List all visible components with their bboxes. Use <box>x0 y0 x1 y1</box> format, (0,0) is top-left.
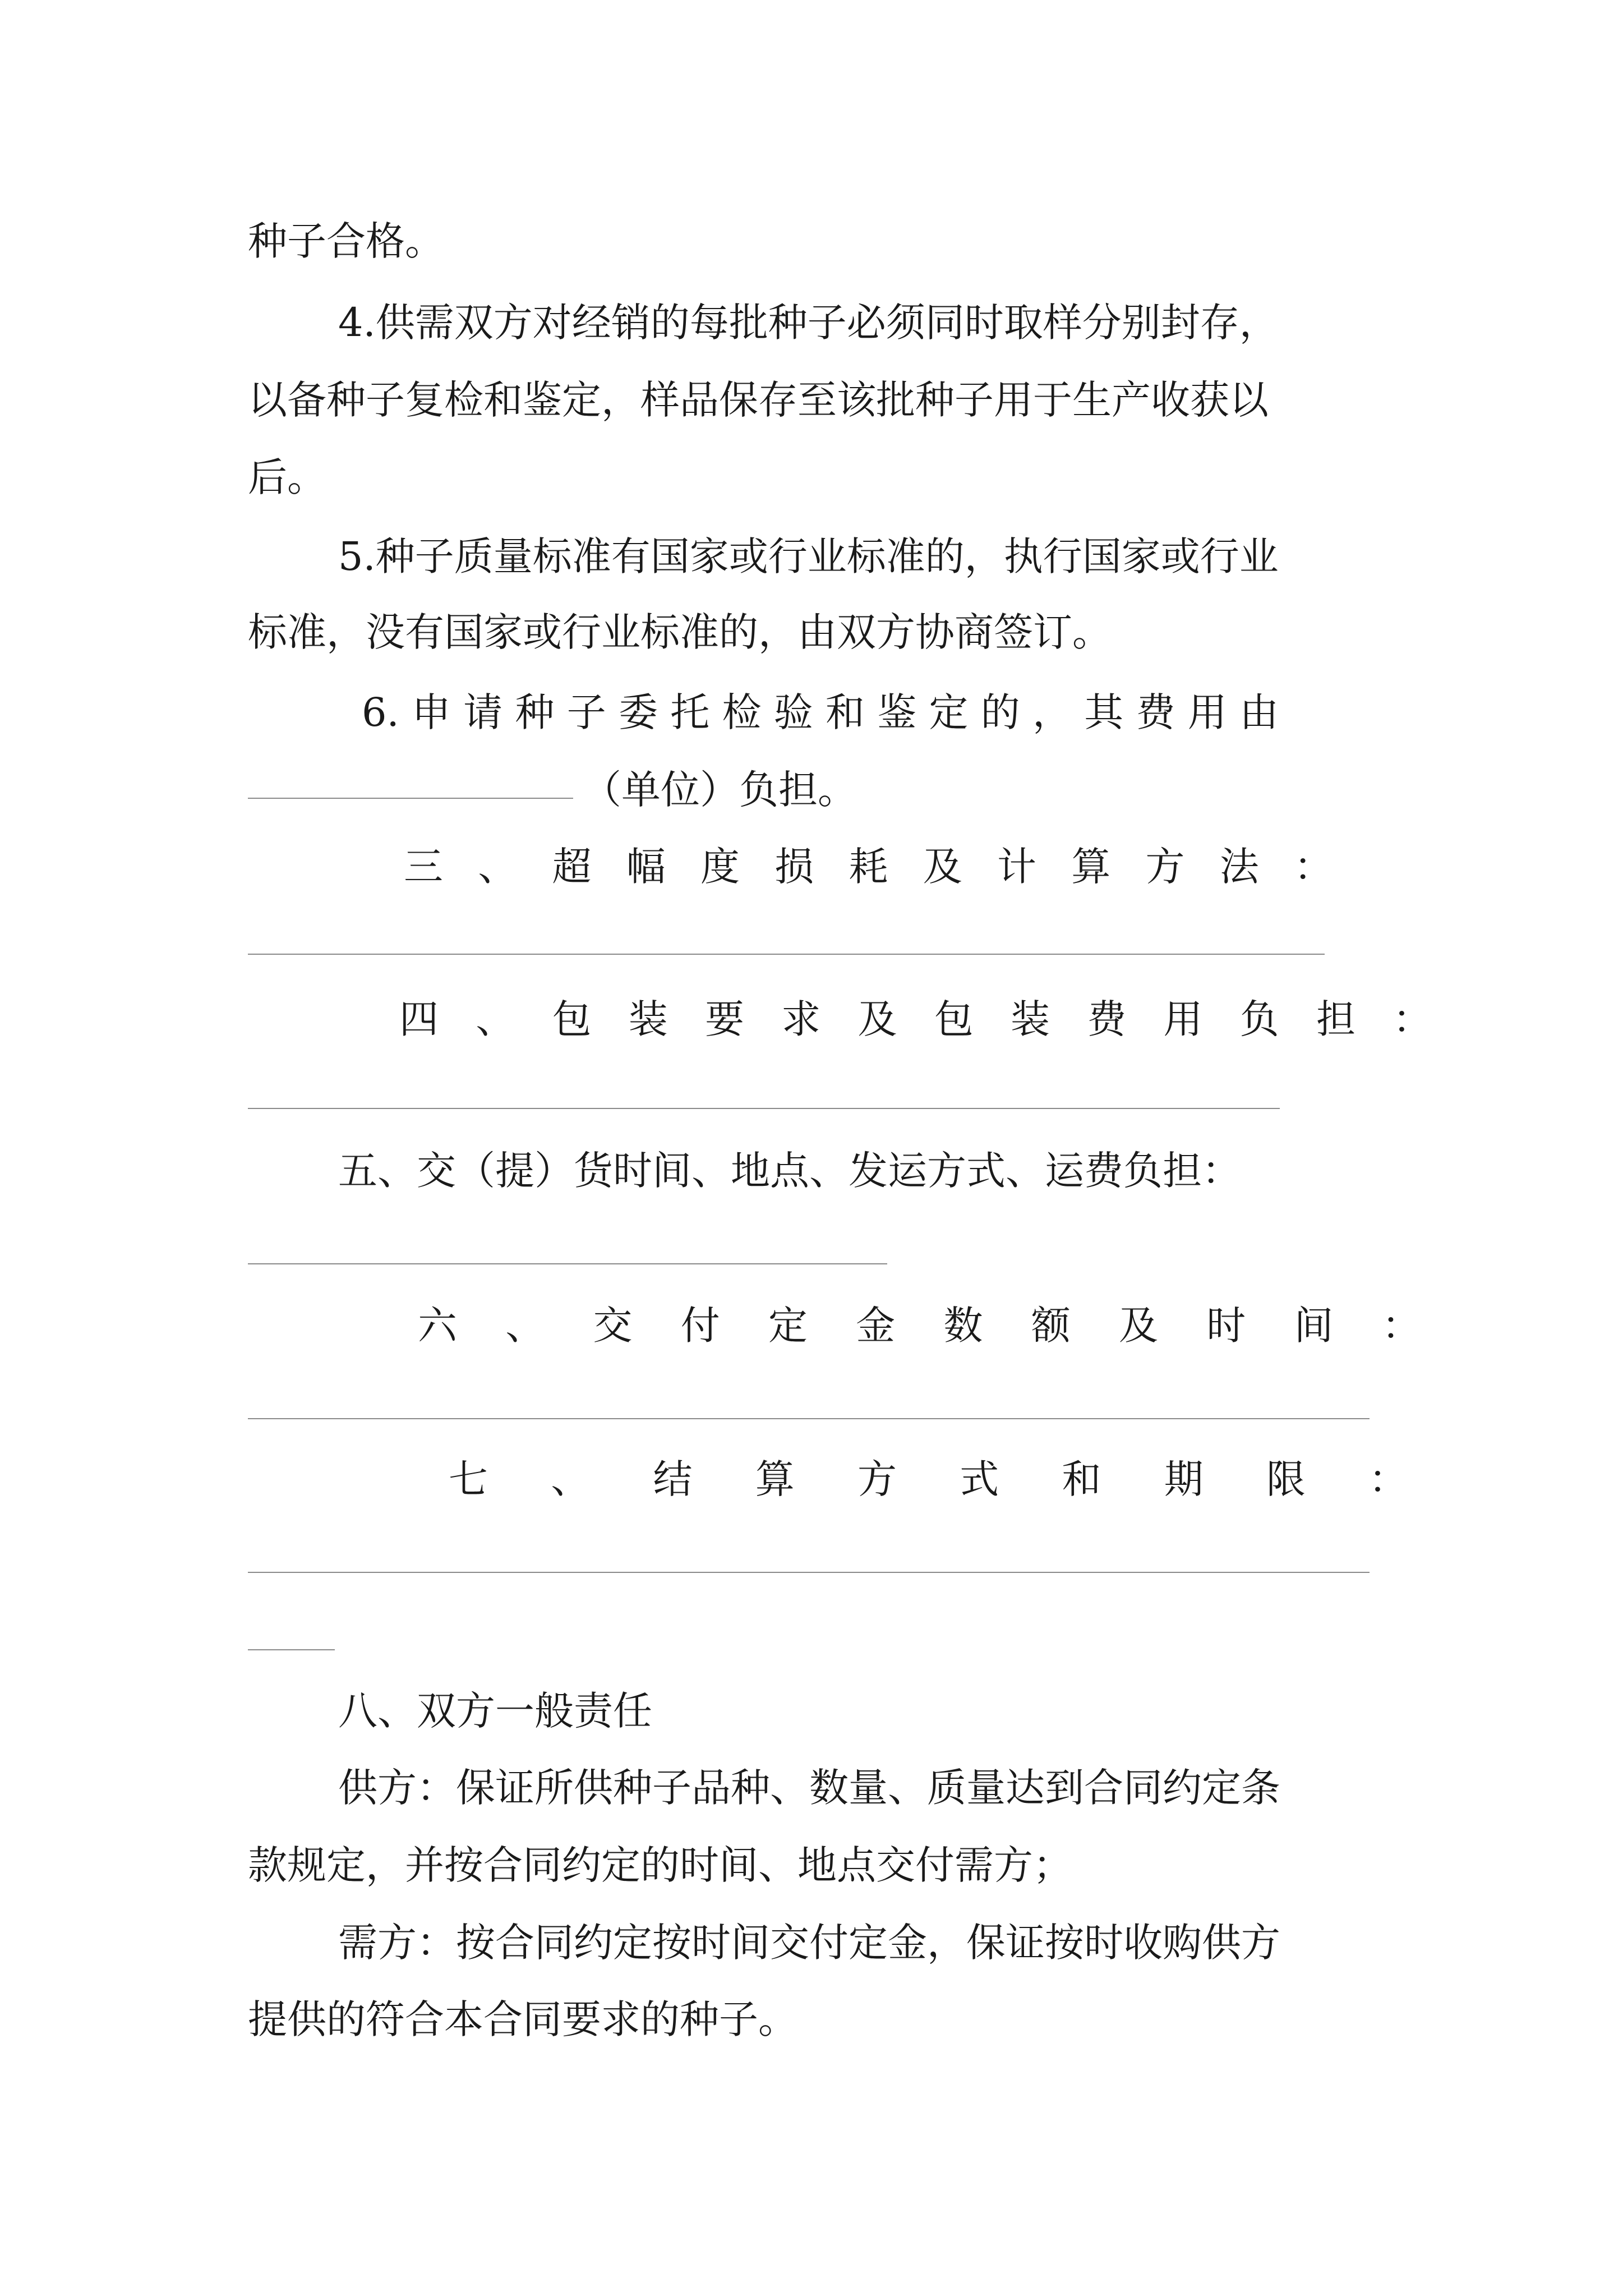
section-6-heading: 六 、 交 付 定 金 数 额 及 时 间 ： <box>418 1303 1421 1349</box>
clause-4-line-2: 以备种子复检和鉴定，样品保存至该批种子用于生产收获以 <box>248 377 1269 423</box>
buyer-duty-line-2: 提供的符合本合同要求的种子。 <box>248 1996 797 2042</box>
blank-line-section-7 <box>248 1572 1370 1573</box>
supplier-duty-line-1: 供方：保证所供种子品种、数量、质量达到合同约定条 <box>338 1765 1280 1811</box>
section-3-heading: 三 、 超 幅 度 损 耗 及 计 算 方 法 ： <box>404 844 1334 890</box>
blank-line-section-6 <box>248 1418 1370 1419</box>
clause-5-line-2: 标准，没有国家或行业标准的，由双方协商签订。 <box>248 609 1112 655</box>
blank-line-section-3 <box>248 954 1325 955</box>
section-7-heading: 七 、 结 算 方 式 和 期 限 ： <box>449 1456 1408 1502</box>
section-4-heading: 四 、 包 装 要 求 及 包 装 费 用 负 担 ： <box>399 996 1432 1042</box>
section-5-heading: 五、交（提）货时间、地点、发运方式、运费负担： <box>338 1148 1241 1194</box>
section-8-heading: 八、双方一般责任 <box>338 1688 652 1734</box>
clause-6-line-1: 6. 申 请 种 子 委 托 检 验 和 鉴 定 的 ， 其 费 用 由 <box>362 689 1279 735</box>
buyer-duty-line-1: 需方：按合同约定按时间交付定金，保证按时收购供方 <box>338 1920 1280 1966</box>
supplier-duty-line-2: 款规定，并按合同约定的时间、地点交付需方； <box>248 1842 1072 1888</box>
blank-line-unit <box>248 798 573 799</box>
clause-4-line-1: 4.供需双方对经销的每批种子必须同时取样分别封存， <box>338 300 1279 346</box>
text-line-1: 种子合格。 <box>248 218 444 264</box>
blank-line-section-5 <box>248 1263 887 1264</box>
blank-line-section-7-continued <box>248 1649 335 1650</box>
clause-6-line-2: （单位）负担。 <box>582 767 857 813</box>
clause-5-line-1: 5.种子质量标准有国家或行业标准的，执行国家或行业 <box>338 533 1279 579</box>
blank-line-section-4 <box>248 1108 1280 1109</box>
clause-4-line-3: 后。 <box>248 454 326 500</box>
